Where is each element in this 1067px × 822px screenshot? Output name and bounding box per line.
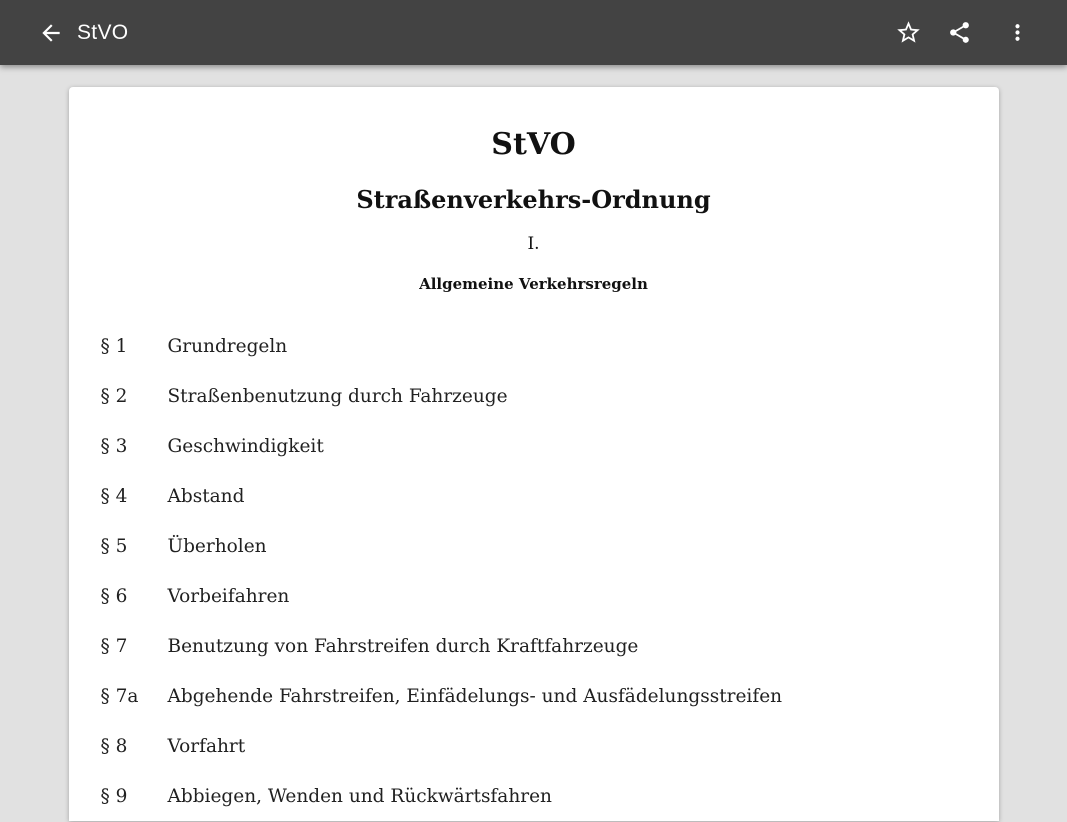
app-bar	[0, 0, 1067, 65]
toc-ref: § 6	[100, 585, 128, 607]
document-title: StVO	[491, 127, 576, 162]
overflow-menu-button[interactable]	[993, 9, 1041, 57]
toc-row[interactable]	[69, 771, 999, 821]
toc-label: Abstand	[167, 485, 245, 507]
toc-list	[69, 321, 999, 821]
toc-label: Grundregeln	[167, 335, 288, 357]
toc-label: Benutzung von Fahrstreifen durch Kraftfahrzeuge	[167, 635, 639, 657]
toc-row[interactable]	[69, 721, 999, 771]
toc-ref: § 7a	[100, 685, 139, 707]
toc-label: Abgehende Fahrstreifen, Einfädelungs- und Ausfädelungsstreifen	[167, 685, 783, 707]
more-vert-icon	[1005, 20, 1030, 45]
toc-ref: § 9	[100, 785, 128, 807]
toc-ref: § 7	[100, 635, 128, 657]
toc-row[interactable]	[69, 571, 999, 621]
content-area	[0, 87, 1067, 822]
section-title: Allgemeine Verkehrsregeln	[419, 275, 648, 293]
toc-ref: § 8	[100, 735, 128, 757]
back-button[interactable]	[27, 9, 75, 57]
toc-label: Geschwindigkeit	[167, 435, 324, 457]
favorite-button[interactable]	[884, 9, 932, 57]
arrow-back-icon	[38, 20, 64, 46]
document-subtitle: Straßenverkehrs-Ordnung	[356, 185, 711, 214]
section-numeral: I.	[527, 234, 540, 254]
app-bar-title: StVO	[77, 20, 129, 44]
app-bar-actions	[884, 9, 1067, 57]
toc-label: Vorbeifahren	[167, 585, 290, 607]
toc-ref: § 2	[100, 385, 128, 407]
toc-ref: § 5	[100, 535, 128, 557]
toc-ref: § 1	[100, 335, 128, 357]
toc-row[interactable]	[69, 671, 999, 721]
share-icon	[947, 20, 972, 45]
toc-row[interactable]	[69, 371, 999, 421]
toc-label: Straßenbenutzung durch Fahrzeuge	[167, 385, 508, 407]
toc-row[interactable]	[69, 321, 999, 371]
toc-ref: § 4	[100, 485, 128, 507]
toc-label: Abbiegen, Wenden und Rückwärtsfahren	[167, 785, 552, 807]
toc-ref: § 3	[100, 435, 128, 457]
toc-row[interactable]	[69, 521, 999, 571]
toc-row[interactable]	[69, 421, 999, 471]
toc-label: Vorfahrt	[167, 735, 246, 757]
share-button[interactable]	[935, 9, 983, 57]
toc-row[interactable]	[69, 471, 999, 521]
document-card	[69, 87, 999, 821]
star-outline-icon	[895, 19, 922, 46]
toc-label: Überholen	[167, 535, 267, 557]
toc-row[interactable]	[69, 621, 999, 671]
